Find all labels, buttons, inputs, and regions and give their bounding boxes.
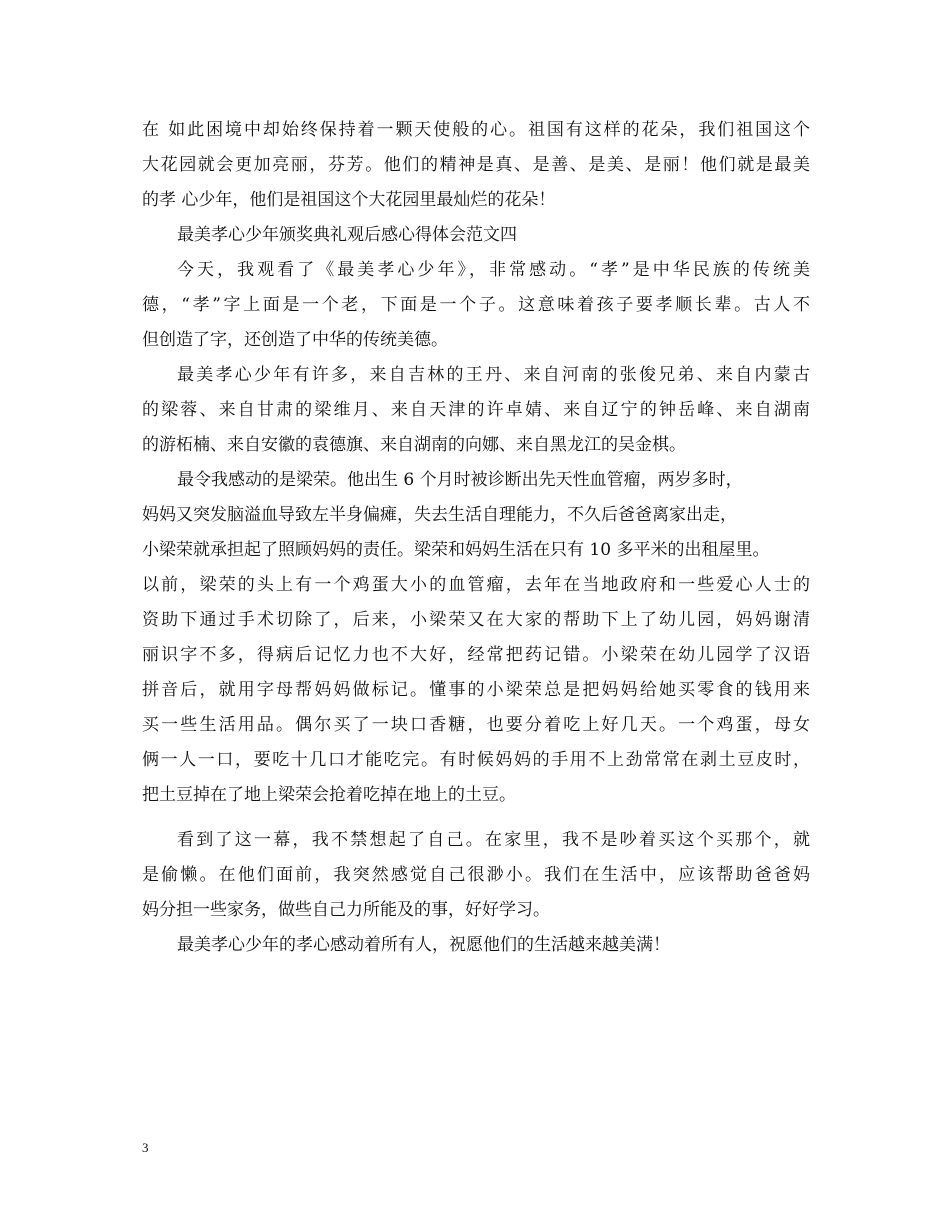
text-line: 在 如此困境中却始终保持着一颗天使般的心。祖国有这样的花朵，我们祖国这个 bbox=[142, 120, 810, 140]
text-line: 以前，梁荣的头上有一个鸡蛋大小的血管瘤，去年在当地政府和一些爱心人士的 bbox=[142, 575, 810, 595]
section-heading: 最美孝心少年颁奖典礼观后感心得体会范文四 bbox=[177, 225, 517, 245]
text-line: 妈分担一些家务，做些自己力所能及的事，好好学习。 bbox=[142, 900, 550, 920]
text-line: 小梁荣就承担起了照顾妈妈的责任。梁荣和妈妈生活在只有 10 多平米的出租屋里。 bbox=[142, 540, 770, 560]
text-line: 今天，我观看了《最美孝心少年》，非常感动。“孝”是中华民族的传统美 bbox=[177, 260, 810, 280]
text-line: 买一些生活用品。偶尔买了一块口香糖，也要分着吃上好几天。一个鸡蛋，母女 bbox=[142, 715, 810, 735]
text-line: 的游柘楠、来自安徽的袁德旗、来自湖南的向娜、来自黑龙江的吴金棋。 bbox=[142, 435, 686, 455]
text-line: 最令我感动的是梁荣。他出生 6 个月时被诊断出先天性血管瘤，两岁多时， bbox=[177, 470, 743, 490]
text-line: 把土豆掉在了地上梁荣会抢着吃掉在地上的土豆。 bbox=[142, 785, 516, 805]
text-line: 丽识字不多，得病后记忆力也不大好，经常把药记错。小梁荣在幼儿园学了汉语 bbox=[142, 645, 810, 665]
text-line: 资助下通过手术切除了，后来，小梁荣又在大家的帮助下上了幼儿园，妈妈谢清 bbox=[142, 610, 810, 630]
text-line: 俩一人一口，要吃十几口才能吃完。有时候妈妈的手用不上劲常常在剥土豆皮时， bbox=[142, 750, 810, 770]
text-line: 拼音后，就用字母帮妈妈做标记。懂事的小梁荣总是把妈妈给她买零食的钱用来 bbox=[142, 680, 810, 700]
text-line: 看到了这一幕，我不禁想起了自己。在家里，我不是吵着买这个买那个，就 bbox=[177, 830, 810, 850]
text-line: 大花园就会更加亮丽，芬芳。他们的精神是真、是善、是美、是丽！他们就是最美 bbox=[142, 155, 810, 175]
text-line: 但创造了字，还创造了中华的传统美德。 bbox=[142, 330, 448, 350]
text-line: 是偷懒。在他们面前，我突然感觉自己很渺小。我们在生活中，应该帮助爸爸妈 bbox=[142, 865, 810, 885]
text-line: 妈妈又突发脑溢血导致左半身偏瘫，失去生活自理能力，不久后爸爸离家出走， bbox=[142, 505, 737, 525]
text-line: 最美孝心少年的孝心感动着所有人，祝愿他们的生活越来越美满！ bbox=[177, 935, 670, 955]
page-number: 3 bbox=[142, 1140, 149, 1155]
text-line: 的孝 心少年，他们是祖国这个大花园里最灿烂的花朵！ bbox=[142, 190, 556, 210]
text-line: 的梁蓉、来自甘肃的梁维月、来自天津的许卓婧、来自辽宁的钟岳峰、来自湖南 bbox=[142, 400, 810, 420]
text-line: 德，“孝”字上面是一个老，下面是一个子。这意味着孩子要孝顺长辈。古人不 bbox=[142, 295, 810, 315]
text-line: 最美孝心少年有许多，来自吉林的王丹、来自河南的张俊兄弟、来自内蒙古 bbox=[177, 365, 810, 385]
